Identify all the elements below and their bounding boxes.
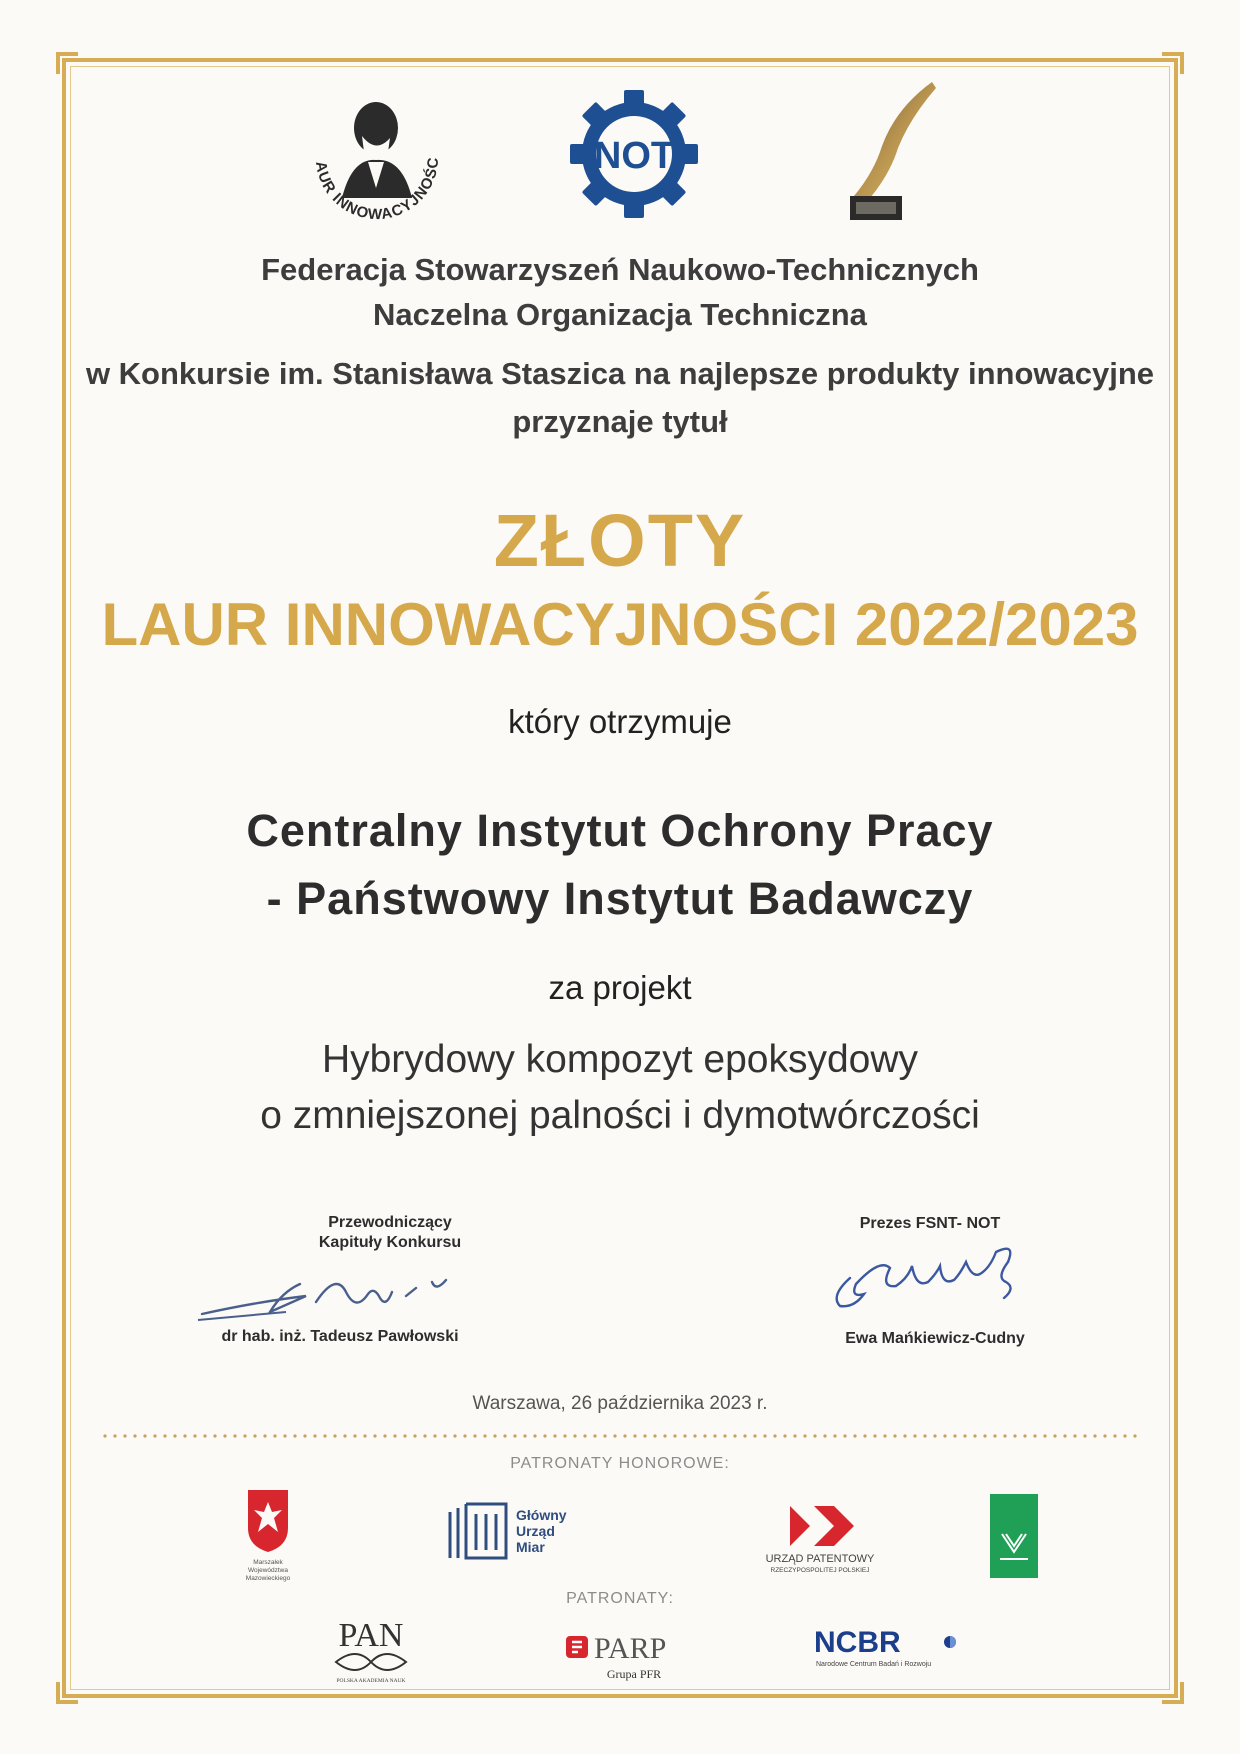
frame-corner-top-right (1162, 52, 1184, 74)
mazowsze-line3: Mazowieckiego (245, 1575, 291, 1582)
mazowsze-line1: Marszałek (253, 1559, 283, 1566)
pan-logo-text: PAN (338, 1617, 404, 1654)
contest-description: w Konkursie im. Stanisława Staszica na najlepsze produkty innowacyjne (85, 356, 1155, 391)
right-handwritten-signature (820, 1238, 1040, 1318)
recipient-name-line2: - Państwowy Instytut Badawczy (266, 873, 974, 924)
pan-logo (316, 1612, 426, 1686)
left-signer-role-line2: Kapituły Konkursu (318, 1234, 462, 1251)
left-signer-role-line1: Przewodniczący (328, 1214, 452, 1231)
right-signer-role: Prezes FSNT- NOT (859, 1215, 1001, 1232)
not-logo-text: NOT (593, 135, 675, 177)
signature-block-right (790, 1215, 1070, 1233)
parp-caption: Grupa PFR (606, 1667, 662, 1681)
dotted-separator (100, 1434, 1140, 1438)
pan-caption: POLSKA AKADEMIA NAUK (336, 1678, 406, 1684)
signature-block-left-name (190, 1328, 490, 1346)
urzad-patentowy-logo (760, 1502, 880, 1582)
recipient-name-line1: Centralny Instytut Ochrony Pracy (246, 805, 994, 856)
laur-innowacyjnosci-logo (302, 88, 452, 230)
patronage-title: PATRONATY: (566, 1590, 674, 1607)
uprp-line2: RZECZYPOSPOLITEJ POLSKIEJ (770, 1567, 870, 1574)
project-intro: za projekt (548, 969, 692, 1006)
gum-line3: Miar (516, 1539, 545, 1555)
honorary-patronage-title: PATRONATY HONOROWE: (510, 1455, 730, 1472)
parp-logo-text: PARP (594, 1632, 667, 1665)
right-signer-name: Ewa Mańkiewicz-Cudny (845, 1330, 1025, 1347)
green-patron-logo (990, 1494, 1038, 1578)
not-gear-logo (568, 88, 700, 220)
ncbr-caption: Narodowe Centrum Badań i Rozwoju (816, 1661, 932, 1668)
mazowsze-emblem-logo (228, 1488, 308, 1584)
trophy-icon (840, 78, 944, 228)
left-signer-name: dr hab. inż. Tadeusz Pawłowski (221, 1328, 459, 1345)
award-title-zloty: ZŁOTY (493, 499, 747, 582)
frame-corner-top-left (56, 52, 78, 74)
ncbr-logo-text: NCBR (814, 1626, 901, 1659)
glowny-urzad-miar-logo (446, 1500, 586, 1562)
issue-date: Warszawa, 26 października 2023 r. (472, 1393, 768, 1414)
ncbr-logo (810, 1622, 970, 1674)
parp-logo (560, 1622, 700, 1684)
signature-block-left (220, 1214, 560, 1252)
grants-title-text: przyznaje tytuł (512, 404, 728, 439)
frame-corner-bottom-left (56, 1682, 78, 1704)
recipient-intro: który otrzymuje (508, 703, 732, 740)
organization-name: Naczelna Organizacja Techniczna (373, 297, 867, 332)
gum-line2: Urząd (516, 1523, 555, 1539)
signature-block-right-name (790, 1330, 1080, 1348)
frame-corner-bottom-right (1162, 1682, 1184, 1704)
laur-ring-text: AUR INNOWACYJNOŚC (311, 156, 443, 224)
mazowsze-line2: Województwa (248, 1567, 288, 1574)
project-title-line2: o zmniejszonej palności i dymotwórczości (260, 1094, 980, 1137)
uprp-line1: URZĄD PATENTOWY (765, 1553, 875, 1565)
gum-line1: Główny (516, 1507, 567, 1523)
award-title-laur: LAUR INNOWACYJNOŚCI 2022/2023 (101, 591, 1139, 658)
left-handwritten-signature (196, 1262, 476, 1328)
federation-name: Federacja Stowarzyszeń Naukowo-Technicznych (261, 252, 979, 287)
project-title-line1: Hybrydowy kompozyt epoksydowy (321, 1038, 919, 1081)
